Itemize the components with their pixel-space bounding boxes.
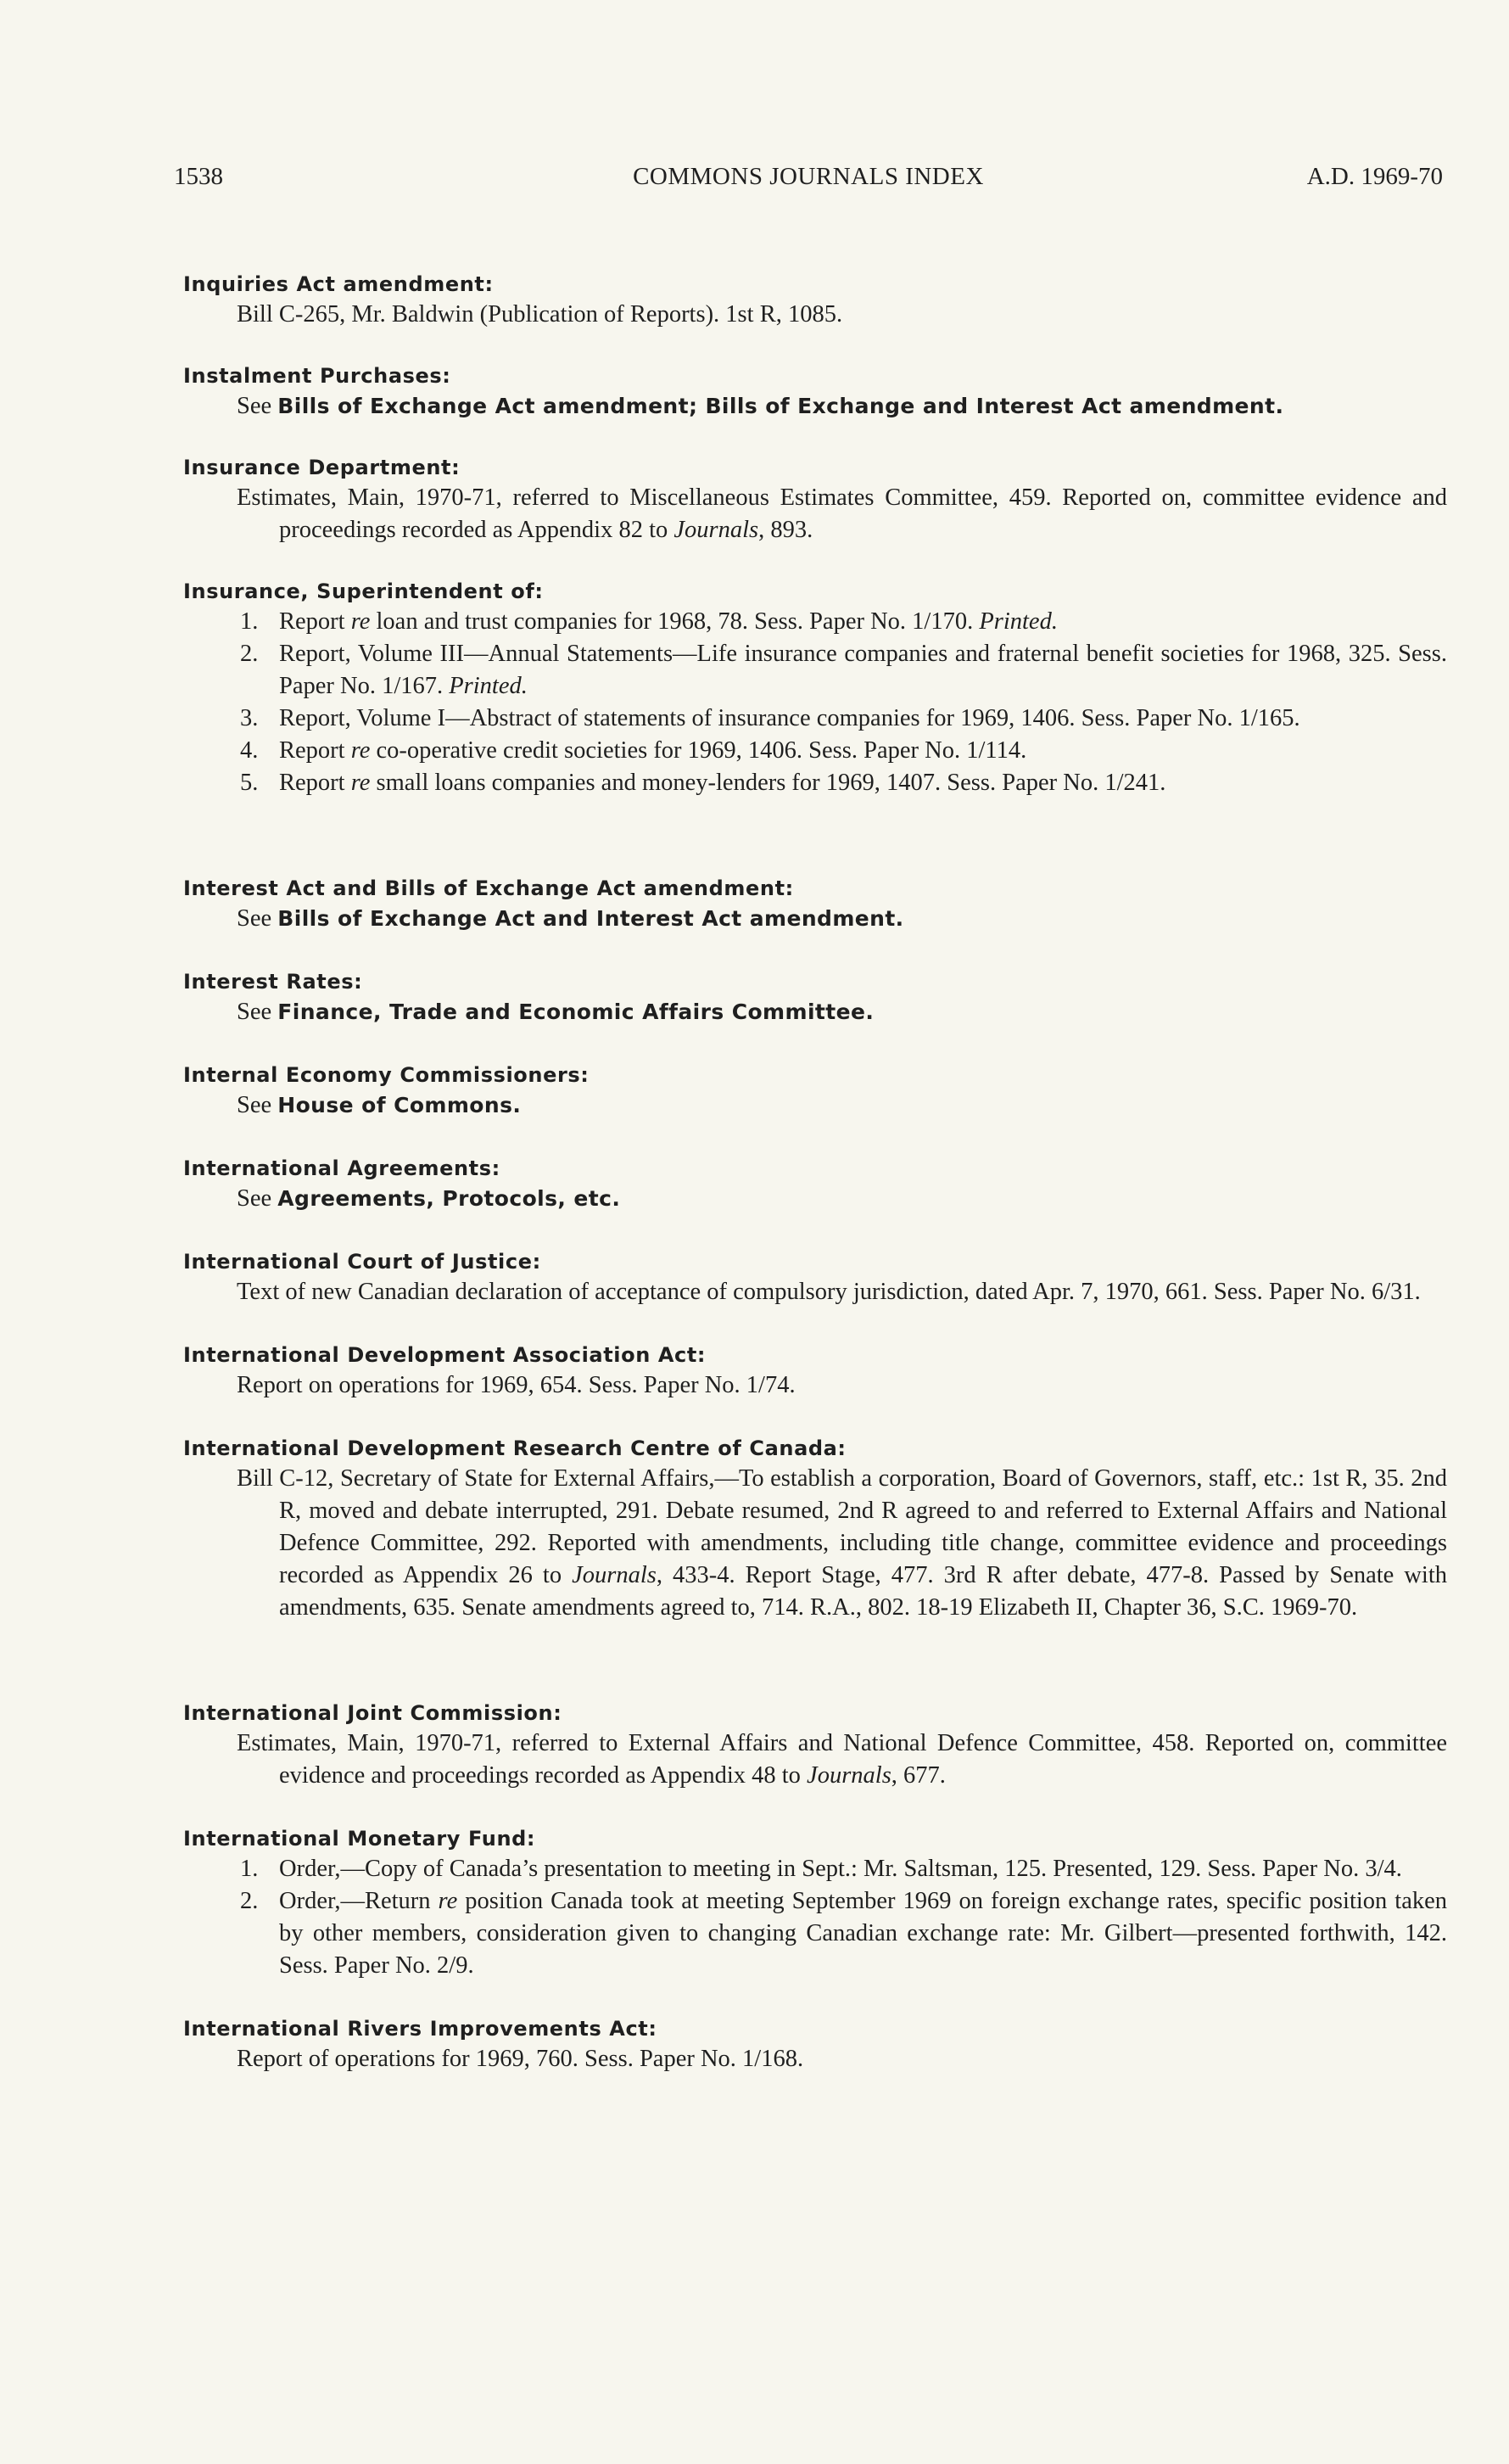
- text-part: Order,—Copy of Canada’s presentation to meeting in Sept.: Mr. Saltsman, 125. Presented, 129. Sess. Paper No. 3/4.: [279, 1856, 1402, 1882]
- page-title: COMMONS JOURNALS INDEX: [633, 163, 984, 190]
- entry-intl-rivers-improvements: [183, 2014, 1447, 2075]
- list-item: [240, 638, 1447, 703]
- cross-reference: Finance, Trade and Economic Affairs Committee.: [277, 1000, 875, 1024]
- journal-name: Journals: [807, 1762, 891, 1789]
- see-reference: [237, 1089, 1447, 1122]
- year-label: A.D. 1969-70: [1306, 163, 1443, 190]
- entry-heading: International Court of Justice:: [183, 1250, 541, 1274]
- entry-interest-act: [183, 874, 1447, 935]
- text-part: Report: [279, 737, 351, 764]
- list-item: [240, 606, 1447, 638]
- text-part: Estimates, Main, 1970-71, referred to Miscellaneous Estimates Committee, 459. Reported on, committee evidence and proceedings recorded as Appendix 82 to: [237, 484, 1447, 543]
- list-item: [240, 703, 1447, 735]
- entry-intl-joint-commission: [183, 1699, 1447, 1792]
- see-prefix: See: [237, 999, 278, 1025]
- item-number: 3.: [240, 705, 259, 731]
- see-reference: [237, 1183, 1447, 1215]
- item-number: 4.: [240, 737, 259, 764]
- text-emph: Printed.: [979, 608, 1058, 635]
- text-part: Report, Volume III—Annual Statements—Life insurance companies and fraternal benefit societies for 1968, 325. Sess. Paper No. 1/167.: [279, 641, 1447, 699]
- list-item: [240, 735, 1447, 767]
- text-part: Bill C-12, Secretary of State for External Affairs,—To establish a corporation, Board of Governors, staff, etc.: 1st R, 35. 2nd R, moved and debate interrupted, 291. Debate resumed, 2nd R agreed to and referred to External Affairs and National Defence Committee, 292. Reported with amendments, including title change, committee evidence and proceedings recorded as Appendix 26 to: [237, 1465, 1447, 1588]
- entry-instalment-purchases: [183, 361, 1447, 423]
- index-content: [183, 270, 1447, 2075]
- entry-text: Report on operations for 1969, 654. Sess. Paper No. 1/74.: [237, 1372, 796, 1398]
- text-part: loan and trust companies for 1968, 78. Sess. Paper No. 1/170.: [370, 608, 980, 635]
- text-emph: re: [438, 1888, 458, 1914]
- text-part: Report: [279, 608, 351, 635]
- entry-heading: Instalment Purchases:: [183, 364, 451, 388]
- item-number: 5.: [240, 770, 259, 796]
- text-part: , 433-4. Report Stage, 477. 3rd R after debate, 477-8. Passed by Senate with amendments, 635. Senate amendments agreed to, 714. R.A., 802. 18-19 Elizabeth II, Chapter 36, S.C. 1969-70.: [279, 1562, 1447, 1621]
- list-item: [240, 767, 1447, 799]
- cross-reference: Bills of Exchange Act and Interest Act amendment.: [277, 906, 904, 931]
- entry-heading: International Development Association Act:: [183, 1343, 707, 1367]
- entry-text: Report of operations for 1969, 760. Sess. Paper No. 1/168.: [237, 2046, 804, 2072]
- see-reference: [237, 996, 1447, 1028]
- text-part: Order,—Return: [279, 1888, 439, 1914]
- see-reference: [237, 390, 1447, 423]
- see-prefix: See: [237, 905, 278, 932]
- entry-inquiries-act: [183, 270, 1447, 331]
- list-item: [240, 1885, 1448, 1982]
- text-part: Report, Volume I—Abstract of statements of insurance companies for 1969, 1406. Sess. Paper No. 1/165.: [279, 705, 1300, 731]
- page-header: [174, 163, 1443, 197]
- see-prefix: See: [237, 1185, 278, 1212]
- cross-reference: House of Commons.: [277, 1093, 522, 1117]
- entry-heading: International Rivers Improvements Act:: [183, 2017, 657, 2041]
- text-part: co-operative credit societies for 1969, 1406. Sess. Paper No. 1/114.: [370, 737, 1027, 764]
- entry-heading: International Monetary Fund:: [183, 1827, 536, 1851]
- see-prefix: See: [237, 1092, 278, 1118]
- item-number: 2.: [240, 641, 259, 667]
- item-number: 2.: [240, 1888, 259, 1914]
- entry-intl-development-research-centre: [183, 1434, 1447, 1624]
- text-emph: re: [350, 737, 371, 764]
- entry-heading: Insurance Department:: [183, 456, 461, 479]
- entry-international-court: [183, 1247, 1447, 1308]
- item-number: 1.: [240, 608, 259, 635]
- entry-interest-rates: [183, 967, 1447, 1028]
- text-emph: re: [350, 608, 371, 635]
- entry-text: [237, 482, 1447, 546]
- text-part: Report: [279, 770, 351, 796]
- entry-international-agreements: [183, 1154, 1447, 1215]
- entry-heading: Insurance, Superintendent of:: [183, 580, 544, 603]
- entry-text: [237, 1463, 1447, 1624]
- text-part: position Canada took at meeting September 1969 on foreign exchange rates, specific position taken by other members, consideration given to changing Canadian exchange rate: Mr. Gilbert—presented forthwith, 142. Sess. Paper No. 2/9.: [279, 1888, 1448, 1979]
- cross-reference: Agreements, Protocols, etc.: [277, 1186, 621, 1211]
- page-number: 1538: [174, 163, 223, 190]
- item-number: 1.: [240, 1856, 259, 1882]
- see-prefix: See: [237, 393, 278, 419]
- entry-heading: Internal Economy Commissioners:: [183, 1063, 590, 1087]
- entry-heading: International Development Research Centre of Canada:: [183, 1436, 847, 1460]
- entry-insurance-department: [183, 453, 1447, 546]
- entry-text: [237, 1728, 1447, 1792]
- entry-intl-development-association: [183, 1341, 1447, 1402]
- text-emph: re: [350, 770, 371, 796]
- text-part: Estimates, Main, 1970-71, referred to External Affairs and National Defence Committee, 458. Reported on, committee evidence and proceedings recorded as Appendix 48 to: [237, 1730, 1447, 1789]
- text-part: small loans companies and money-lenders for 1969, 1407. Sess. Paper No. 1/241.: [370, 770, 1166, 796]
- entry-insurance-superintendent: [183, 577, 1447, 799]
- list-item: [240, 1853, 1447, 1885]
- entry-text: Bill C-265, Mr. Baldwin (Publication of Reports). 1st R, 1085.: [237, 301, 843, 328]
- journal-name: Journals: [572, 1562, 657, 1588]
- text-part: , 677.: [891, 1762, 946, 1789]
- entry-heading: Interest Rates:: [183, 970, 363, 994]
- entry-internal-economy: [183, 1061, 1447, 1122]
- see-reference: [237, 903, 1447, 935]
- entry-heading: Inquiries Act amendment:: [183, 272, 494, 296]
- entry-heading: International Agreements:: [183, 1156, 500, 1180]
- journal-name: Journals: [673, 517, 759, 543]
- text-part: , 893.: [758, 517, 813, 543]
- entry-heading: Interest Act and Bills of Exchange Act amendment:: [183, 876, 794, 900]
- text-emph: Printed.: [449, 673, 528, 699]
- entry-text: Text of new Canadian declaration of acceptance of compulsory jurisdiction, dated Apr. 7, 1970, 661. Sess. Paper No. 6/31.: [237, 1279, 1421, 1305]
- entry-intl-monetary-fund: [183, 1824, 1447, 1982]
- entry-heading: International Joint Commission:: [183, 1701, 562, 1725]
- cross-reference: Bills of Exchange Act amendment; Bills of Exchange and Interest Act amendment.: [277, 394, 1284, 418]
